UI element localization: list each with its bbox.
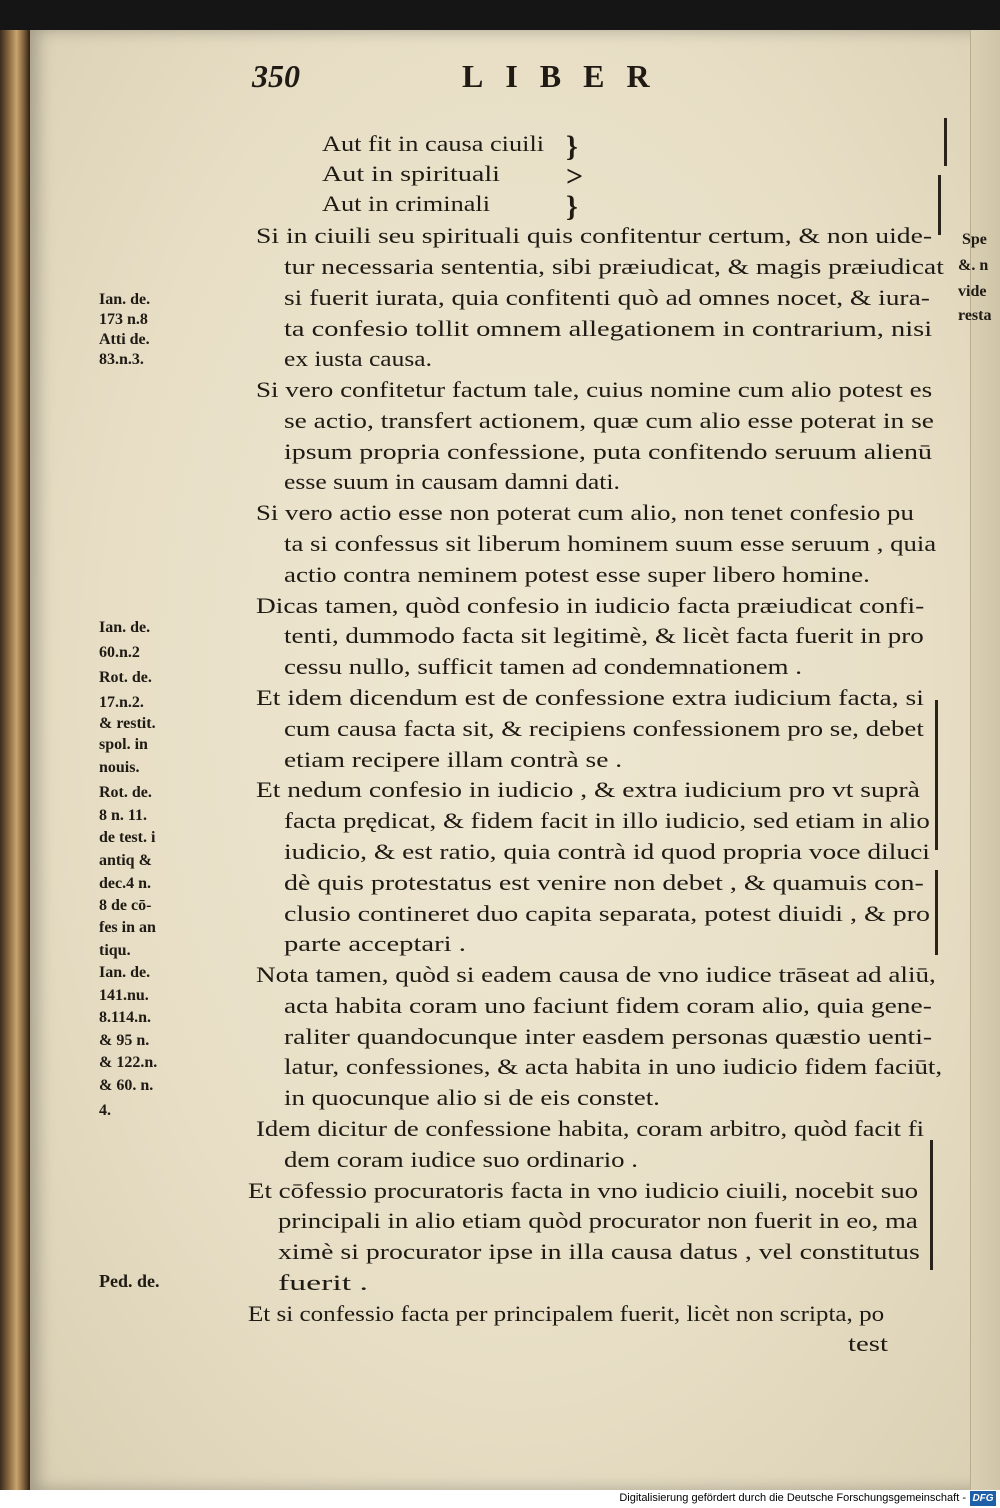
margin-rule (944, 118, 947, 166)
margin-note: 4. (99, 1102, 111, 1119)
body-line: Aut fit in causa ciuili (322, 131, 545, 156)
margin-note: & restit. (99, 715, 156, 732)
margin-note: dec.4 n. (99, 875, 151, 892)
body-line: raliter quandocunque inter easdem personas quæstio uenti- (284, 1024, 933, 1049)
margin-note: de test. i (99, 829, 156, 846)
body-line: si fuerit iurata, quia confitenti quò ad omnes nocet, & iura- (284, 285, 930, 310)
margin-note: Rot. de. (99, 669, 152, 686)
body-line: esse suum in causam damni dati. (284, 469, 620, 494)
body-line: Si in ciuili seu spirituali quis confitentur certum, & non uide- (256, 223, 933, 248)
dfg-logo: DFG (970, 1491, 996, 1506)
brace-mark: } (566, 130, 578, 163)
margin-note: 141.nu. (99, 987, 149, 1004)
body-line: ex iusta causa. (284, 346, 432, 371)
body-line: Et idem dicendum est de confessione extra iudicium facta, si (256, 685, 924, 710)
margin-note: tiqu. (99, 942, 131, 959)
margin-note: Rot. de. (99, 784, 152, 801)
footer-bar (0, 1490, 1000, 1508)
body-line: Idem dicitur de confessione habita, coram arbitro, quòd facit fi (256, 1116, 924, 1141)
margin-note: 60.n.2 (99, 644, 140, 661)
body-line: dem coram iudice suo ordinario . (284, 1147, 638, 1172)
right-margin-note: resta (958, 307, 992, 324)
body-line: se actio, transfert actionem, quæ cum alio esse poterat in se (284, 408, 934, 433)
margin-note: 173 n.8 (99, 311, 148, 328)
body-line: Et cōfessio procuratoris facta in vno iudicio ciuili, nocebit suo (248, 1178, 919, 1203)
margin-note: antiq & (99, 852, 152, 869)
facing-page-strip (970, 30, 1000, 1490)
margin-note: 8.114.n. (99, 1009, 152, 1026)
body-line: Et si confessio facta per principalem fuerit, licèt non scripta, po (248, 1301, 885, 1326)
body-line: iudicio, & est ratio, quia contrà id quod propria voce diluci (284, 839, 930, 864)
body-line: latur, confessiones, & acta habita in uno iudicio fidem faciūt, (284, 1054, 943, 1079)
body-line: ipsum propria confessione, puta confitendo seruum alienū (284, 439, 933, 464)
margin-note: Ian. de. (99, 291, 151, 308)
body-line: fuerit . (278, 1270, 368, 1295)
margin-note: & 60. n. (99, 1077, 154, 1094)
body-line: Nota tamen, quòd si eadem causa de vno iudice trāseat ad aliū, (256, 962, 936, 987)
body-line: ximè si procurator ipse in illa causa datus , vel constitutus (278, 1239, 920, 1264)
margin-note: 8 n. 11. (99, 807, 148, 824)
body-line: acta habita coram uno faciunt fidem coram alio, quia gene- (284, 993, 932, 1018)
body-line: cessu nullo, sufficit tamen ad condemnationem . (284, 654, 802, 679)
body-line: clusio contineret duo capita separata, potest diuidi , & pro (284, 901, 930, 926)
margin-note: 8 de cō- (99, 897, 152, 914)
body-line: Aut in spirituali (322, 161, 500, 186)
body-line: Si vero confitetur factum tale, cuius nomine cum alio potest es (256, 377, 933, 402)
body-line: ta si confessus sit liberum hominem suum esse seruum , quia (284, 531, 937, 556)
book-edge (0, 30, 30, 1490)
body-line: cum causa facta sit, & recipiens confessionem pro se, debet (284, 716, 924, 741)
body-line: parte acceptari . (284, 931, 466, 956)
body-line: tenti, dummodo facta sit legitimè, & licèt facta fuerit in pro (284, 623, 924, 648)
running-head (252, 58, 722, 98)
body-line: actio contra neminem potest esse super libero homine. (284, 562, 870, 587)
margin-note: Atti de. (99, 331, 150, 348)
brace-mark: } (566, 190, 578, 223)
body-line: principali in alio etiam quòd procurator non fuerit in eo, ma (278, 1208, 918, 1233)
body-line: Aut in criminali (322, 191, 491, 216)
page-number: 350 (252, 58, 300, 94)
body-line: etiam recipere illam contrà se . (284, 747, 623, 772)
book-title: LIBER (462, 58, 672, 94)
margin-note: spol. in (99, 736, 148, 753)
margin-note: Ian. de. (99, 964, 151, 981)
body-line: in quocunque alio si de eis constet. (284, 1085, 660, 1110)
body-line: tur necessaria sententia, sibi præiudicat, & magis præiudicat (284, 254, 944, 279)
body-line: dè quis protestatus est venire non debet , & quamuis con- (284, 870, 924, 895)
body-line: Si vero actio esse non poterat cum alio, non tenet confesio pu (256, 500, 914, 525)
margin-note: & 95 n. (99, 1032, 150, 1049)
margin-note: Ian. de. (99, 619, 151, 636)
body-line: ta confesio tollit omnem allegationem in contrarium, nisi (284, 316, 933, 341)
margin-rule (938, 175, 941, 235)
brace-mark: > (566, 160, 584, 193)
margin-note: & 122.n. (99, 1054, 158, 1071)
margin-note: fes in an (99, 919, 156, 936)
body-line: facta prędicat, & fidem facit in illo iudicio, sed etiam in alio (284, 808, 930, 833)
body-line: Et nedum confesio in iudicio , & extra iudicium pro vt suprà (256, 777, 920, 802)
right-margin-note: Spe (962, 231, 987, 248)
margin-note: nouis. (99, 759, 140, 776)
margin-note: Ped. de. (99, 1271, 160, 1291)
footer-credit: Digitalisierung gefördert durch die Deutsche Forschungsgemeinschaft - (619, 1492, 966, 1504)
body-line: Dicas tamen, quòd confesio in iudicio facta præiudicat confi- (256, 593, 925, 618)
margin-note: 83.n.3. (99, 351, 144, 368)
margin-rule (935, 870, 938, 955)
body-line: test (848, 1331, 888, 1356)
margin-note: 17.n.2. (99, 694, 144, 711)
margin-rule (935, 700, 938, 850)
right-margin-note: vide (958, 283, 987, 300)
right-margin-note: &. n (958, 257, 989, 274)
margin-rule (930, 1140, 933, 1270)
